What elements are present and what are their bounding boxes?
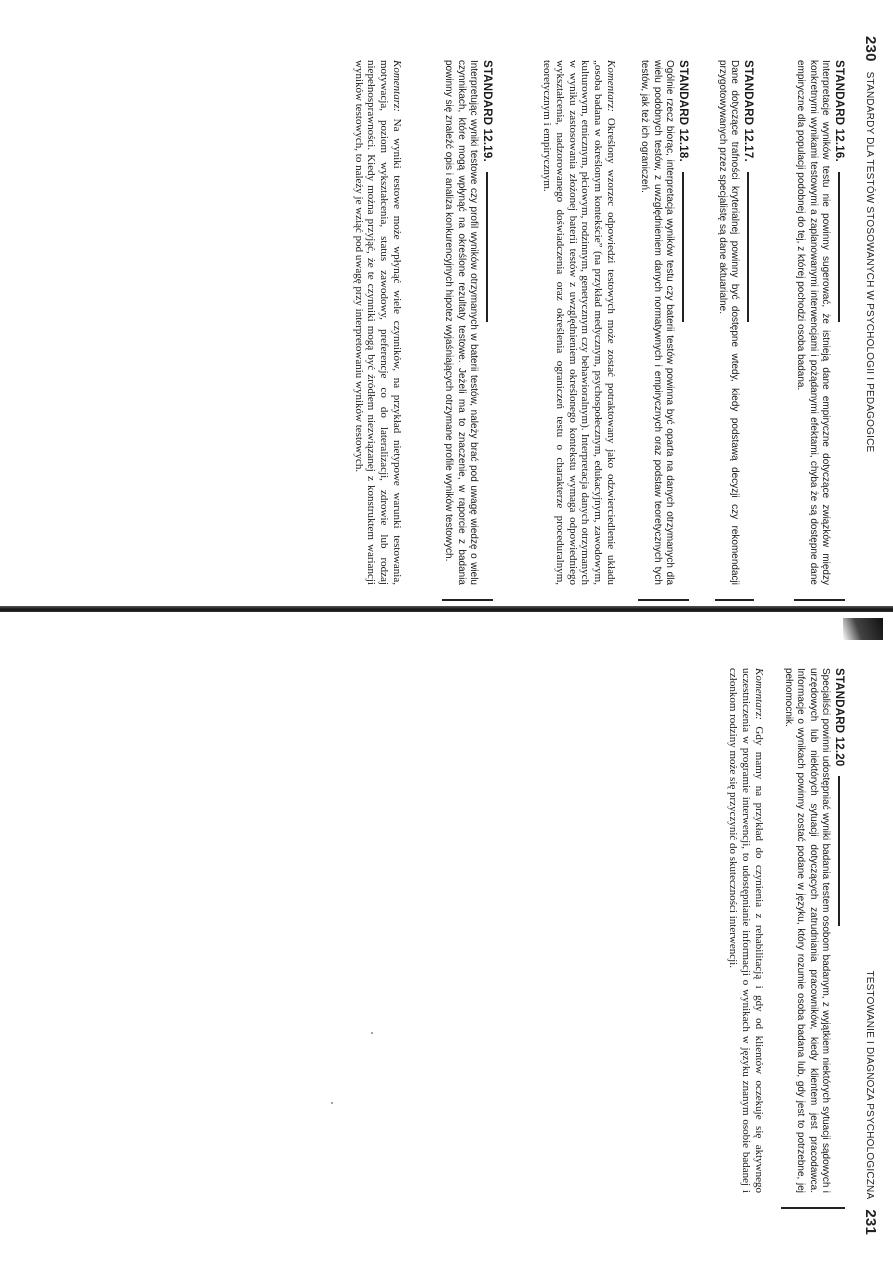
standard-label: STANDARD 12.20 — [833, 668, 845, 767]
comment-label: Komentarz: — [753, 668, 765, 720]
standard-label: STANDARD 12.19. — [481, 60, 493, 162]
page-231 — [0, 632, 893, 1263]
standard-text: Interpretując wyniki testowe czy profil wyników otrzymanych w baterii testów, należy brać pod uwagę wiedzę o wielu czynnikach, które mogą wpłynąć na określone rezultaty testowe. Jeżeli ma to znaczenie, w raporcie z badania powinny się znaleźć opis i analiza konkurencyjnych hipotez wyjaśniających otrzymane profile wyników testowych. — [443, 60, 479, 585]
standard-text: Ogólnie rzecz biorąc, interpretacja wyników testu czy baterii testów powinna być oparta na danych otrzymanych dla wielu podobnych testów, z uwzględnieniem danych normatywnych i empirycznych oraz podstaw teoretycznych tych testów, jak też ich ograniczeń. — [639, 60, 675, 585]
heading-rule — [838, 172, 840, 322]
standard-text: Dane dotyczące trafności kryterialnej powinny być dostępne wtedy, kiedy podstawą decyzji czy rekomendacji przygotowywanych przez specjalistę są dane aktuarialne. — [716, 60, 740, 585]
comment-12-18 — [540, 60, 617, 585]
heading-rule — [838, 776, 840, 926]
standard-12-16 — [794, 60, 845, 601]
standard-label: STANDARD 12.18. — [677, 60, 689, 162]
standard-12-17 — [715, 60, 754, 601]
running-head-text: STANDARDY DLA TESTÓW STOSOWANYCH W PSYCHOLOGII I PEDAGOGICE — [864, 71, 875, 453]
running-head-text: TESTOWANIE I DIAGNOZA PSYCHOLOGICZNA — [864, 970, 875, 1200]
standard-text: Interpretacje wyników testu nie powinny sugerować, że istnieją dane empiryczne dotyczące związków między konkretnymi wynikami testowymi a zaplanowanymi interwencjami i pożądanymi efektami, chyba że są dostępne dane empiryczne dla populacji podobnej do tej, z której pochodzi osoba badana. — [795, 60, 831, 585]
comment-12-19 — [352, 60, 403, 585]
scan-speck — [371, 1032, 373, 1034]
page-number: 230 — [862, 36, 879, 62]
comment-text: Na wyniki testowe może wpłynąć wiele czynników, na przykład nietypowe warunki testowania, motywacja, poziom wykształcenia, status zawodowy, preferencje co do lateralizacji, zdrowie lub rodzaj niepełnosprawności. Kiedy można przyjąć, że te czynniki mogą być źródłem niezwiązanej z konstruktem wariancji wyników testowych, to należy je wziąć pod uwagę przy interpretowaniu wyników testowych. — [352, 60, 403, 585]
running-head-left — [862, 36, 879, 452]
heading-rule — [682, 172, 684, 322]
standard-12-19 — [442, 60, 493, 601]
comment-label: Komentarz: — [391, 60, 403, 112]
scan-speck — [331, 1102, 333, 1104]
standard-12-20 — [781, 668, 845, 1209]
running-head-right — [862, 970, 879, 1235]
standard-text: Specjaliści powinni udostępniać wyniki badania testem osobom badanym, z wyjątkiem niektórych sytuacji sądowych i urzędowych lub niektórych sytuacji dotyczących zatrudniania pracowników, kiedy klientem jest pracodawca. Informacje o wynikach powinny zostać podane w języku, który rozumie osoba badana lub, gdy jest to potrzebne, jej pełnomocnik. — [782, 668, 831, 1193]
page-number: 231 — [862, 1209, 879, 1235]
book-gutter — [0, 606, 893, 612]
heading-rule — [486, 172, 488, 322]
standard-label: STANDARD 12.17. — [742, 60, 754, 162]
page-230 — [0, 0, 893, 620]
standard-12-18 — [638, 60, 689, 601]
heading-rule — [747, 172, 749, 322]
comment-label: Komentarz: — [605, 60, 617, 112]
standard-label: STANDARD 12.16. — [833, 60, 845, 162]
comment-12-20 — [727, 668, 765, 1193]
comment-text: Gdy mamy na przykład do czynienia z rehabilitacją i gdy od klientów oczekuje się aktywnego uczestniczenia w programie interwencji, to udostępnianie informacji o wynikach w języku znanym osobie badanej i członkom rodziny może się przyczynić do skuteczności interwencji. — [727, 668, 765, 1193]
comment-text: Określony wzorzec odpowiedzi testowych może zostać potraktowany jako odzwierciedlenie układu „osoba badana w określonym kontekście” (na przykład medycznym, psychospołecznym, edukacyjnym, zawodowym, kulturowym, etnicznym, płciowym, rodzinnym, genetycznym czy behawioralnym). Interpretacja danych otrzymanych w wyniku zastosowania złożonej baterii testów z uwzględnieniem określonego kontekstu wymaga odpowiedniego wykształcenia, nadzorowanego doświadczenia oraz określenia ograniczeń testu o charakterze proceduralnym, teoretycznym i empirycznym. — [541, 60, 617, 585]
